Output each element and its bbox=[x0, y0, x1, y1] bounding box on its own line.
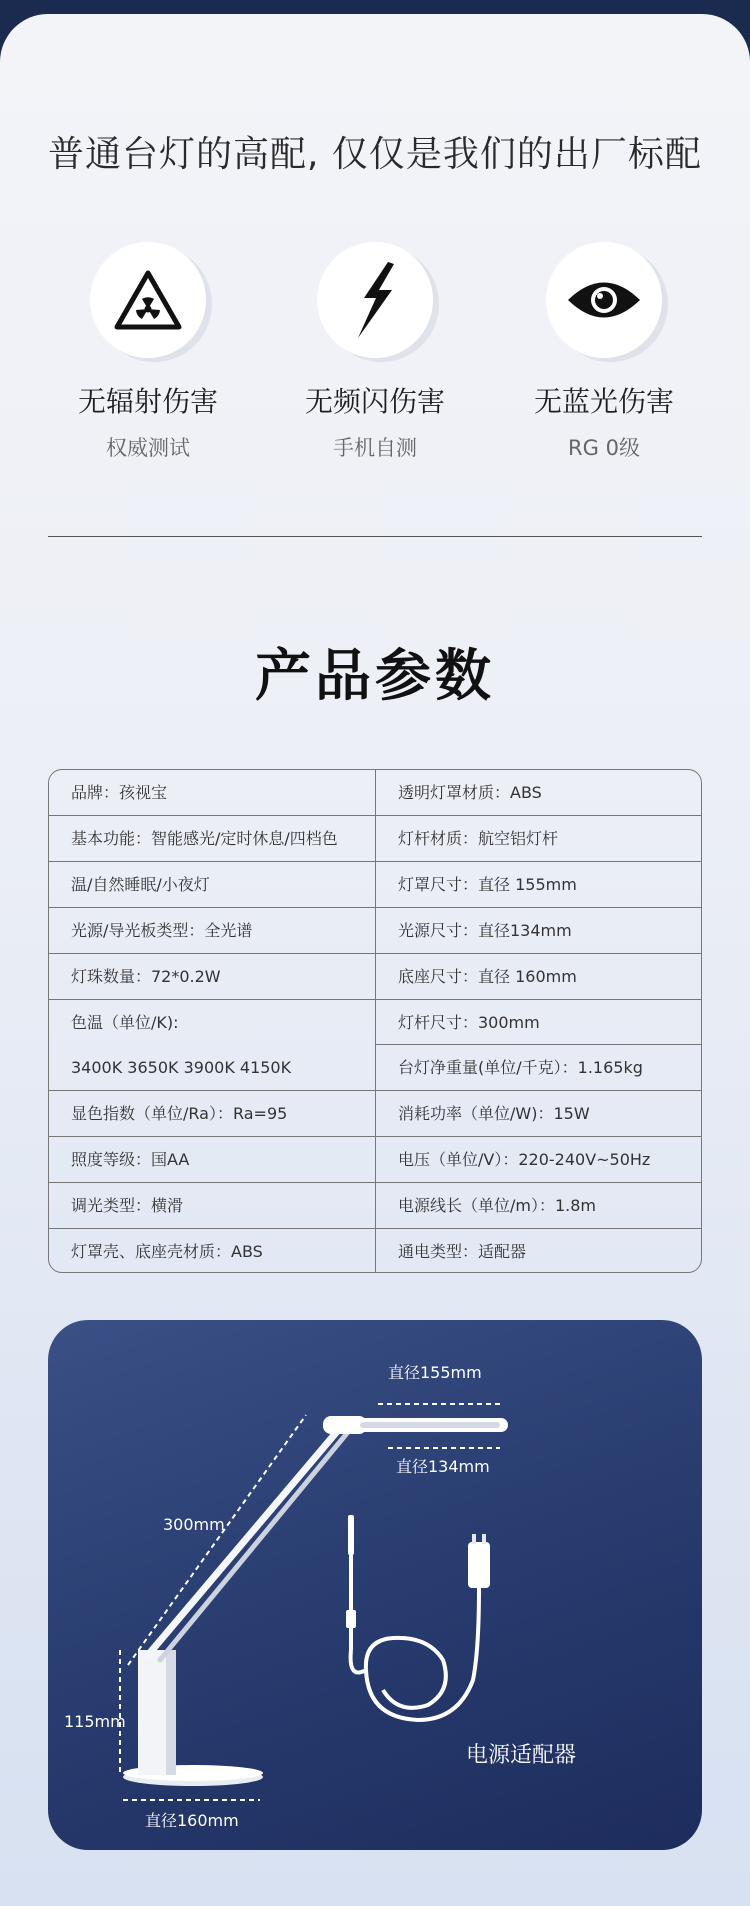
param-cell: 消耗功率（单位/W)：15W bbox=[376, 1090, 702, 1136]
feature-title: 无蓝光伤害 bbox=[533, 385, 674, 418]
param-cell: 调光类型：横滑 bbox=[49, 1182, 375, 1228]
feature-title: 无频闪伤害 bbox=[304, 385, 445, 418]
section-divider bbox=[48, 536, 702, 537]
feature-subtitle: 权威测试 bbox=[106, 436, 190, 460]
param-line: 3400K 3650K 3900K 4150K bbox=[71, 1058, 292, 1077]
adapter-label: 电源适配器 bbox=[466, 1743, 577, 1768]
param-cell: 台灯净重量(单位/千克）：1.165kg bbox=[376, 1044, 702, 1090]
base-height-label: 115mm bbox=[64, 1712, 126, 1731]
feature-subtitle: RG 0级 bbox=[568, 436, 640, 460]
eye-icon bbox=[546, 242, 662, 358]
params-column-left bbox=[49, 770, 375, 1272]
feature-no-radiation bbox=[28, 242, 268, 462]
feature-no-flicker bbox=[255, 242, 495, 462]
radiation-icon bbox=[90, 242, 206, 358]
param-cell: 灯杆材质：航空铝灯杆 bbox=[376, 815, 702, 861]
adapter-plug-icon bbox=[468, 1542, 490, 1588]
param-cell-color-temp bbox=[49, 999, 375, 1090]
param-cell: 灯杆尺寸：300mm bbox=[376, 999, 702, 1045]
shade-inner-diameter-label: 直径134mm bbox=[396, 1457, 490, 1476]
params-column-right bbox=[375, 770, 702, 1272]
feature-title: 无辐射伤害 bbox=[77, 385, 218, 418]
param-cell: 灯珠数量：72*0.2W bbox=[49, 953, 375, 999]
param-line: 色温（单位/K): bbox=[71, 1013, 179, 1032]
shade-outer-diameter-label: 直径155mm bbox=[388, 1363, 482, 1382]
param-cell: 基本功能：智能感光/定时休息/四档色 bbox=[49, 815, 375, 861]
param-cell: 灯罩壳、底座壳材质：ABS bbox=[49, 1228, 375, 1273]
arm-length-label: 300mm bbox=[163, 1515, 225, 1534]
param-cell: 照度等级：国AA bbox=[49, 1136, 375, 1182]
lightning-icon bbox=[317, 242, 433, 358]
param-cell: 电源线长（单位/m）：1.8m bbox=[376, 1182, 702, 1228]
param-cell: 灯罩尺寸：直径 155mm bbox=[376, 861, 702, 907]
param-cell: 温/自然睡眠/小夜灯 bbox=[49, 861, 375, 907]
param-cell: 底座尺寸：直径 160mm bbox=[376, 953, 702, 999]
params-title: 产品参数 bbox=[255, 644, 495, 709]
param-cell: 品牌：孩视宝 bbox=[71, 783, 168, 802]
param-cell: 透明灯罩材质：ABS bbox=[398, 783, 542, 802]
param-cell: 光源尺寸：直径134mm bbox=[376, 907, 702, 953]
page-card bbox=[0, 14, 750, 1906]
base-diameter-label: 直径160mm bbox=[145, 1811, 239, 1830]
feature-no-blue-light bbox=[484, 242, 724, 462]
param-cell: 通电类型：适配器 bbox=[376, 1228, 702, 1273]
feature-subtitle: 手机自测 bbox=[333, 436, 417, 460]
lamp-illustration bbox=[48, 1320, 702, 1850]
param-cell: 显色指数（单位/Ra）：Ra=95 bbox=[49, 1090, 375, 1136]
param-cell: 电压（单位/V）：220-240V~50Hz bbox=[376, 1136, 702, 1182]
param-cell: 光源/导光板类型：全光谱 bbox=[49, 907, 375, 953]
product-dimension-panel bbox=[48, 1320, 702, 1850]
headline: 普通台灯的高配, 仅仅是我们的出厂标配 bbox=[48, 134, 702, 175]
params-table bbox=[48, 769, 702, 1273]
